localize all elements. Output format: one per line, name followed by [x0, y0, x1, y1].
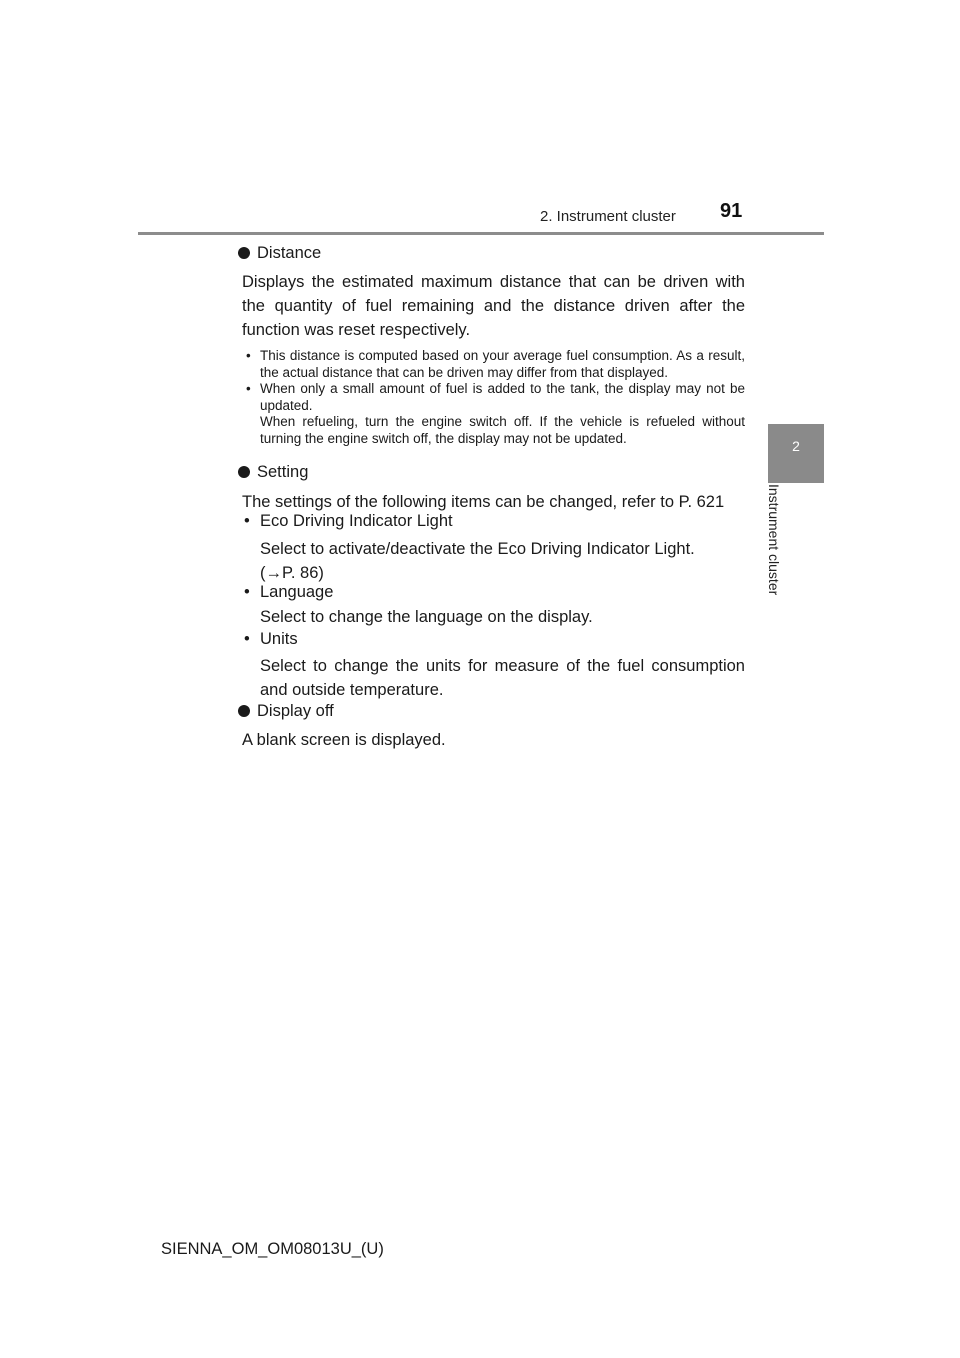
running-header-section: 2. Instrument cluster [540, 208, 676, 225]
setting-heading [238, 461, 308, 483]
setting-item-language-desc: Select to change the language on the display. [260, 608, 593, 626]
distance-heading-text: Distance [257, 244, 322, 262]
bullet-icon: • [244, 630, 250, 648]
bullet-icon: • [246, 348, 251, 363]
setting-item-eco-desc: Select to activate/deactivate the Eco Driving Indicator Light. (→P. 86) [260, 540, 695, 582]
bullet-dot-icon [238, 247, 250, 259]
distance-notes [242, 348, 745, 448]
document-code: SIENNA_OM_OM08013U_(U) [161, 1240, 384, 1258]
distance-heading [238, 242, 321, 264]
chapter-number: 2 [792, 438, 800, 454]
setting-item-eco: • Eco Driving Indicator Light [244, 509, 453, 533]
setting-intro: The settings of the following items can be changed, refer to P. 621 [242, 493, 725, 511]
note-item: • When only a small amount of fuel is added to the tank, the display may not be updated. [246, 381, 745, 413]
chapter-tab [768, 424, 824, 483]
bullet-icon: • [244, 583, 250, 601]
bullet-icon: • [246, 381, 251, 397]
setting-item-units-desc: Select to change the units for measure of the fuel consumption and outside temperature. [260, 657, 745, 699]
note-item-continued: When refueling, turn the engine switch off. If the vehicle is refueled without turning the engine switch off, the display may not be updated. [260, 414, 745, 446]
setting-heading-text: Setting [257, 463, 309, 481]
setting-item-language: • Language [244, 580, 333, 604]
bullet-dot-icon [238, 466, 250, 478]
chapter-title: Instrument cluster [766, 484, 782, 596]
display-off-body: A blank screen is displayed. [242, 731, 446, 749]
header-divider [138, 232, 824, 235]
setting-item-units: • Units [244, 627, 298, 651]
bullet-icon: • [244, 512, 250, 530]
display-off-heading [238, 700, 334, 722]
note-item: • This distance is computed based on your average fuel consumption. As a result, the actual distance that can be driven may differ from that displayed. [246, 348, 745, 380]
bullet-dot-icon [238, 705, 250, 717]
display-off-heading-text: Display off [257, 702, 334, 720]
page-number: 91 [720, 200, 743, 222]
distance-body: Displays the estimated maximum distance that can be driven with the quantity of fuel remaining and the distance driven after the function was reset respectively. [242, 273, 745, 339]
